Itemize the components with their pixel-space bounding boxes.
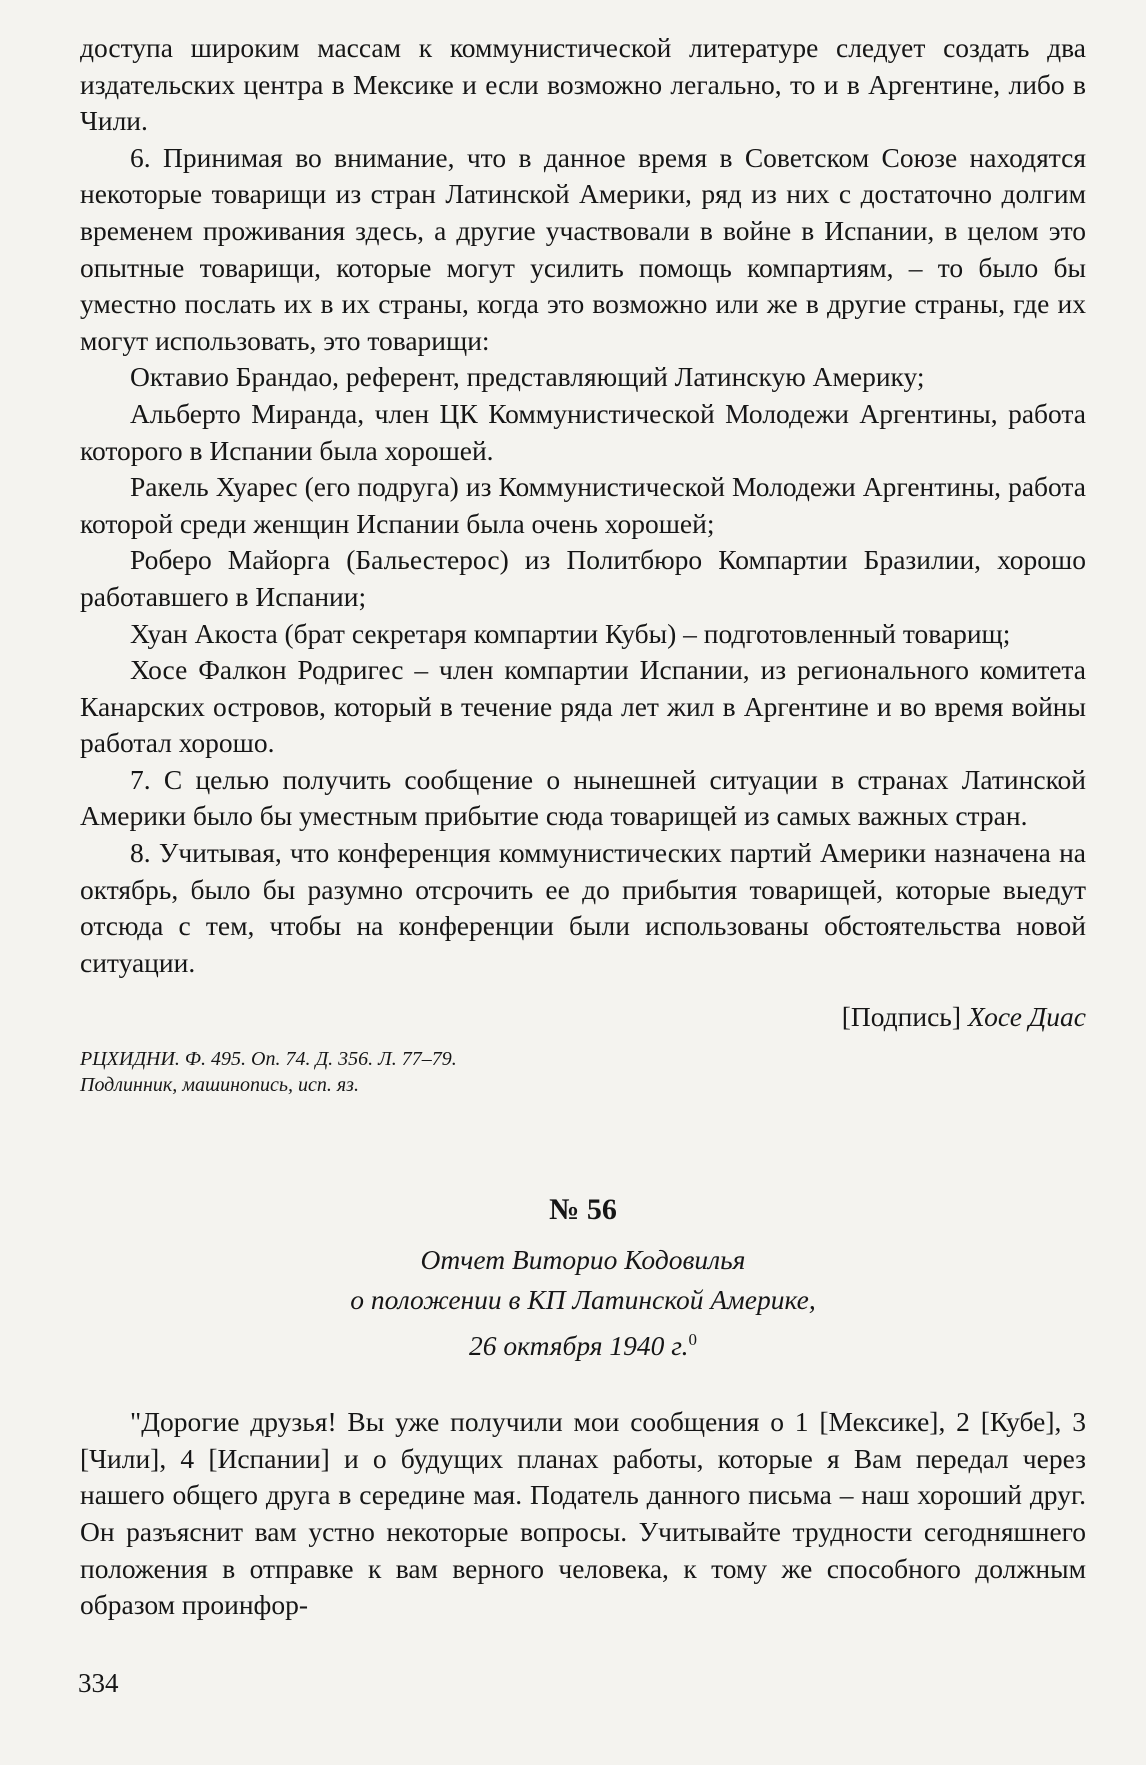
document-title-line-2: о положении в КП Латинской Америке, (350, 1284, 816, 1316)
paragraph-item-6: 6. Принимая во внимание, что в данное время в Советском Союзе находятся некоторые товарищи из стран Латинской Америки, ряд из них с достаточно долгим временем проживания здесь, а другие участвовали в войне в Испании, в целом это опытные товарищи, которые могут усилить помощь компартиям, – то было бы уместно послать их в их страны, когда это возможно или же в другие страны, где их могут использовать, это товарищи: (80, 141, 1086, 356)
footnote-mark: 0 (688, 1330, 698, 1350)
paragraph-person-mayorga: Роберо Майорга (Бальестерос) из Политбюро Компартии Бразилии, хорошо работавшего в Испании; (80, 544, 1086, 612)
document-title-line-1: Отчет Виторио Кодовилья (420, 1244, 746, 1276)
paragraph-item-7: 7. С целью получить сообщение о нынешней ситуации в странах Латинской Америки было бы уместным прибытие сюда товарищей из самых важных стран. (80, 763, 1086, 832)
paragraph-person-falcon: Хосе Фалкон Родригес – член компартии Испании, из регионального комитета Канарских островов, который в течение ряда лет жил в Аргентине и во время войны работал хорошо. (80, 654, 1086, 759)
signature-name: Хосе Диас (967, 1001, 1086, 1033)
paragraph-person-miranda: Альберто Миранда, член ЦК Коммунистической Молодежи Аргентины, работа которого в Испании была хорошей. (80, 397, 1086, 466)
paragraph-item-8: 8. Учитывая, что конференция коммунистических партий Америки назначена на октябрь, было бы разумно отсрочить ее до прибытия товарищей, которые выедут отсюда с тем, чтобы на конференции были использованы обстоятельства новой ситуации. (80, 837, 1086, 978)
page-number: 334 (78, 1668, 119, 1698)
document-number: № 56 (549, 1193, 617, 1227)
signature-label: [Подпись] (841, 1001, 961, 1033)
paragraph-person-acosta: Хуан Акоста (брат секретаря компартии Кубы) – подготовленный товарищ; (130, 617, 1011, 649)
paragraph-person-juares: Ракель Хуарес (его подруга) из Коммунистической Молодежи Аргентины, работа которой среди женщин Испании была очень хорошей; (80, 471, 1086, 539)
archive-reference: РЦХИДНИ. Ф. 495. Оп. 74. Д. 356. Л. 77–79. (80, 1048, 457, 1071)
document-date: 26 октября 1940 г. (468, 1330, 689, 1362)
paragraph-person-brandao: Октавио Брандао, референт, представляющий Латинскую Америку; (130, 361, 925, 393)
document-title-line-3 (80, 1320, 1086, 1366)
letter-paragraph: "Дорогие друзья! Вы уже получили мои сообщения о 1 [Мексике], 2 [Кубе], 3 [Чили], 4 [Испании] и о будущих планах работы, которые я Вам передал через нашего общего друга в середине мая. Податель данного письма – наш хороший друг. Он разъяснит вам устно некоторые вопросы. Учитывайте трудности сегодняшнего положения в отправке к вам верного человека, к тому же способного должным образом проинфор- (80, 1406, 1086, 1621)
paragraph-intro: доступа широким массам к коммунистической литературе следует создать два издательских центра в Мексике и если возможно легально, то и в Аргентине, либо в Чили. (80, 32, 1086, 137)
archive-note: Подлинник, машинопись, исп. яз. (80, 1074, 359, 1097)
signature-line (80, 999, 1086, 1036)
